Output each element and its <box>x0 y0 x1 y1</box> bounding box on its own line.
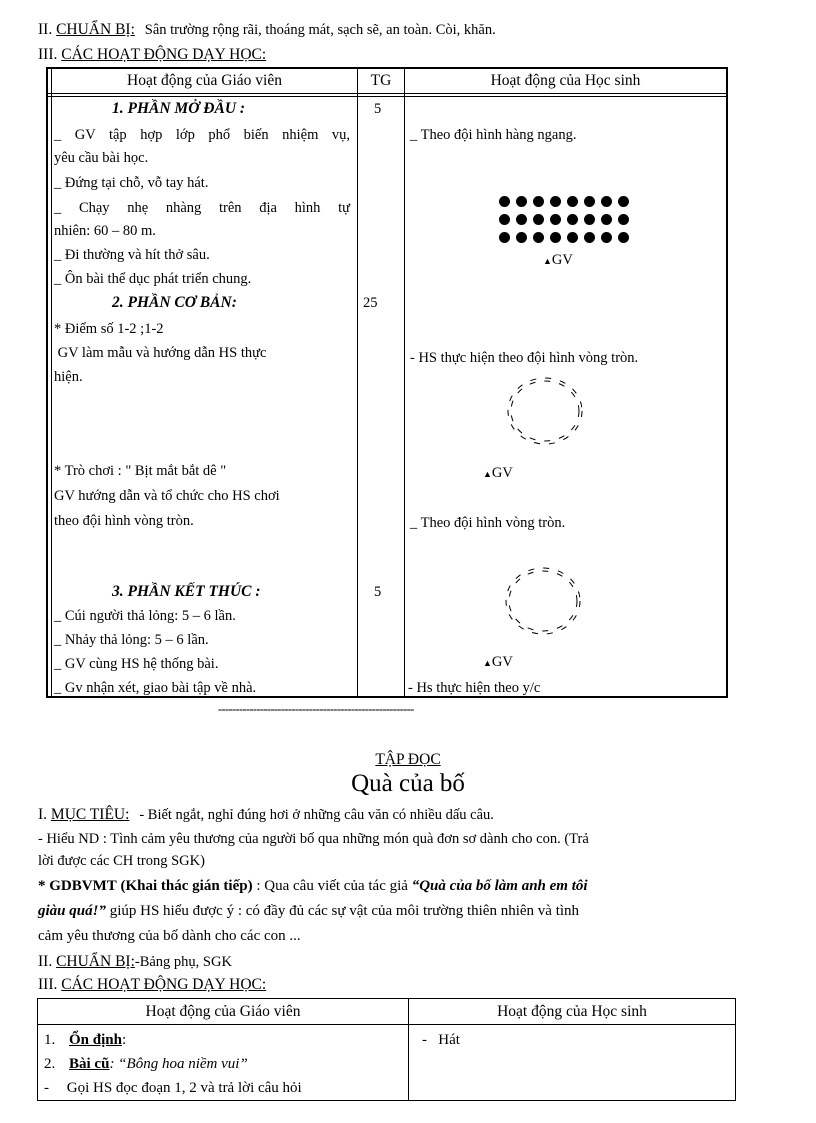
teacher-activity: _ Chạy nhẹ nhàng trên địa hình tự <box>54 200 350 216</box>
objectives-text: - Biết ngắt, nghỉ đúng hơi ở những câu văn có nhiều dấu câu. <box>139 807 494 823</box>
materials-text: -Bảng phụ, SGK <box>134 954 232 970</box>
section-heading-main: 2. PHẦN CƠ BẢN: <box>112 294 237 311</box>
teacher-step-stabilize: 1. Ổn định: <box>44 1032 127 1048</box>
student-activity: - Hs thực hiện theo y/c <box>408 680 541 696</box>
teacher-position-marker: ▲GV <box>483 465 513 481</box>
circle-formation-diagram <box>498 370 592 454</box>
teacher-activity: GV làm mẫu và hướng dẫn HS thực <box>54 345 267 361</box>
table1-header-teacher: Hoạt động của Giáo viên <box>127 72 282 89</box>
section-prep-text: Sân trường rộng rãi, thoáng mát, sạch sẽ, an toàn. Còi, khăn. <box>144 22 496 38</box>
student-activity: - Hát <box>422 1032 460 1048</box>
teacher-step-review: 2. Bài cũ: “Bông hoa niềm vui” <box>44 1056 248 1072</box>
teacher-activity: _ Gv nhận xét, giao bài tập về nhà. <box>54 680 257 696</box>
teacher-position-marker: ▲GV <box>483 654 513 670</box>
activities-title: CÁC HOẠT ĐỘNG DẠY HỌC: <box>61 976 267 993</box>
objectives-title: MỤC TIÊU: <box>50 806 130 823</box>
teacher-activity: _ Cúi người thả lỏng: 5 – 6 lần. <box>54 608 236 624</box>
student-activity: - HS thực hiện theo đội hình vòng tròn. <box>410 350 639 366</box>
teacher-position-marker: ▲GV <box>543 252 573 268</box>
student-activity: _ Theo đội hình vòng tròn. <box>410 515 566 531</box>
teacher-activity: _ GV cùng HS hệ thống bài. <box>54 656 219 672</box>
section-heading-intro: 1. PHẦN MỞ ĐẦU : <box>112 100 246 117</box>
teacher-activity: _ GV tập hợp lớp phổ biến nhiệm vụ, <box>54 127 350 143</box>
teacher-activity: _ Ôn bài thể dục phát triển chung. <box>54 271 252 287</box>
environment-note: * GDBVMT (Khai thác gián tiếp) : Qua câu viết của tác giả “Quà của bố làm anh em tôi <box>38 878 588 894</box>
objectives-text: lời được các CH trong SGK) <box>38 853 205 869</box>
time-value: 5 <box>374 584 382 600</box>
time-value: 25 <box>363 295 378 311</box>
objectives-heading: I. MỤC TIÊU: - Biết ngắt, nghỉ đúng hơi ở những câu văn có nhiều dấu câu. <box>38 806 494 823</box>
triangle-icon: ▲ <box>483 469 492 479</box>
lesson-title: Quà của bố <box>351 770 465 797</box>
student-activity: _ Theo đội hình hàng ngang. <box>410 127 577 143</box>
teacher-activity: yêu cầu bài học. <box>54 150 149 166</box>
teacher-activity: _ Đi thường và hít thở sâu. <box>54 247 210 263</box>
environment-note: cảm yêu thương của bố dành cho các con ... <box>38 928 301 944</box>
teacher-activity: hiện. <box>54 369 83 385</box>
teacher-step-question: - Gọi HS đọc đoạn 1, 2 và trả lời câu hỏi <box>44 1080 302 1096</box>
materials-title: CHUẨN BỊ: <box>56 953 135 970</box>
section-prep-heading: II. CHUẨN BỊ: Sân trường rộng rãi, thoáng mát, sạch sẽ, an toàn. Còi, khăn. <box>38 21 496 38</box>
objectives-text: - Hiểu ND : Tình cảm yêu thương của người bố qua những món quà đơn sơ dành cho con. (Trả <box>38 831 589 847</box>
activities-heading: III. CÁC HOẠT ĐỘNG DẠY HỌC: <box>38 976 267 993</box>
teacher-activity: * Trò chơi : " Bịt mắt bắt dê " <box>54 463 227 479</box>
section-activities-title: CÁC HOẠT ĐỘNG DẠY HỌC: <box>61 46 267 63</box>
teacher-activity: * Điểm số 1-2 ;1-2 <box>54 321 164 337</box>
teacher-activity: nhiên: 60 – 80 m. <box>54 223 156 239</box>
environment-note: giàu quá!” giúp HS hiểu được ý : có đầy đủ các sự vật của môi trường thiên nhiên và tình <box>38 903 580 919</box>
section-divider: -------------------------------------------------------- <box>218 702 414 716</box>
table2-header-student: Hoạt động của Học sinh <box>497 1003 647 1020</box>
teacher-activity: theo đội hình vòng tròn. <box>54 513 194 529</box>
circle-formation-diagram <box>496 560 590 644</box>
teacher-activity: _ Nhảy thả lỏng: 5 – 6 lần. <box>54 632 209 648</box>
materials-heading: II. CHUẨN BỊ:-Bảng phụ, SGK <box>38 953 232 970</box>
table1-header-time: TG <box>370 72 392 89</box>
triangle-icon: ▲ <box>483 658 492 668</box>
teacher-activity: _ Đứng tại chỗ, vỗ tay hát. <box>54 175 209 191</box>
triangle-icon: ▲ <box>543 256 552 266</box>
time-value: 5 <box>374 101 382 117</box>
section-heading-ending: 3. PHẦN KẾT THÚC : <box>112 583 261 600</box>
table1-header-student: Hoạt động của Học sinh <box>490 72 641 89</box>
section-activities-heading: III. CÁC HOẠT ĐỘNG DẠY HỌC: <box>38 46 267 63</box>
section-prep-title: CHUẨN BỊ: <box>56 21 135 38</box>
teacher-activity: GV hướng dẫn và tổ chức cho HS chơi <box>54 488 280 504</box>
table2-header-teacher: Hoạt động của Giáo viên <box>145 1003 301 1020</box>
subject-heading: TẬP ĐỌC <box>375 751 441 768</box>
